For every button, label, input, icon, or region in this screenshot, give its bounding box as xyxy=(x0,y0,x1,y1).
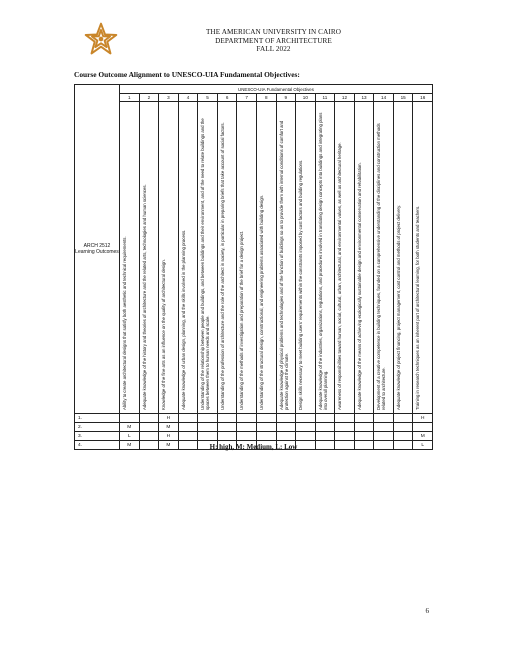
rating-cell xyxy=(256,423,276,432)
rating-cell: H xyxy=(159,432,179,441)
objective-cell xyxy=(374,102,394,414)
outcome-header xyxy=(75,85,120,414)
rating-cell xyxy=(276,414,296,423)
objective-text: Adequate knowledge of the means of achieving ecologically sustainable design and environmental conservation and rehabilitation. xyxy=(356,162,362,410)
rating-cell xyxy=(335,423,355,432)
rating-cell xyxy=(374,423,394,432)
column-number: 15 xyxy=(393,94,413,102)
objective-cell xyxy=(120,102,140,414)
rating-cell: M xyxy=(159,423,179,432)
rating-cell: L xyxy=(120,432,140,441)
legend: H: high, M: Medium, L: Low xyxy=(209,443,298,451)
rating-cell xyxy=(178,414,198,423)
table-row xyxy=(75,423,433,432)
rating-cell xyxy=(198,432,218,441)
rating-cell xyxy=(237,423,257,432)
objective-text: Understanding of the structural design, constructional, and engineering problems associated with building design. xyxy=(258,194,264,410)
rating-cell xyxy=(276,423,296,432)
rating-cell xyxy=(335,432,355,441)
rating-cell xyxy=(315,414,335,423)
objective-cell xyxy=(315,102,335,414)
rating-cell xyxy=(374,414,394,423)
table-row xyxy=(75,432,433,441)
objective-text-row xyxy=(75,102,433,414)
objective-cell xyxy=(335,102,355,414)
outcome-number: 2. xyxy=(75,423,120,432)
objective-text: Adequate knowledge of the history and theories of architecture and the related arts, technologies and human sciences. xyxy=(141,184,147,410)
document-header xyxy=(160,28,387,54)
column-number: 10 xyxy=(296,94,316,102)
objective-cell xyxy=(139,102,159,414)
objective-cell xyxy=(217,102,237,414)
rating-cell xyxy=(354,423,374,432)
objective-text: Understanding of the relationship between people and buildings, and between buildings and their environment, and of the need to relate buildings and the spaces between them to human needs and scale. xyxy=(200,118,211,410)
column-number: 9 xyxy=(276,94,296,102)
rating-cell: M xyxy=(413,432,433,441)
rating-cell xyxy=(296,432,316,441)
objective-text: Adequate knowledge of urban design, planning, and the skills involved in the planning process. xyxy=(180,229,186,410)
objective-text: Training in research techniques as an inherent part of architectural learning, for both students and teachers. xyxy=(415,205,421,410)
objective-text: Awareness of responsibilities toward human, social, cultural, urban, architectural, and environmental values, as well as architectural heritage. xyxy=(337,142,343,410)
rating-cell xyxy=(374,432,394,441)
rating-cell xyxy=(139,414,159,423)
column-number: 12 xyxy=(335,94,355,102)
rating-cell: L xyxy=(413,441,433,450)
column-number: 14 xyxy=(374,94,394,102)
rating-cell xyxy=(237,414,257,423)
objective-text: Development of a creative competence in building techniques, founded on a comprehensive understanding of the disciplines and construction methods related to architecture. xyxy=(376,123,387,410)
rating-cell xyxy=(276,432,296,441)
rating-cell xyxy=(256,432,276,441)
rating-cell xyxy=(413,423,433,432)
objective-text: Ability to create architectural designs that satisfy both aesthetic and technical requirements. xyxy=(122,236,127,410)
column-number: 6 xyxy=(217,94,237,102)
rating-cell xyxy=(354,432,374,441)
objective-cell xyxy=(354,102,374,414)
objective-text: Design skills necessary to meet building users' requirements within the constraints imposed by cost factors and building regulations. xyxy=(298,159,304,410)
rating-cell: H xyxy=(413,414,433,423)
objective-cell xyxy=(413,102,433,414)
rating-cell xyxy=(217,432,237,441)
outcome-number: 3. xyxy=(75,432,120,441)
rating-cell xyxy=(120,414,140,423)
objective-text: Adequate knowledge of project financing, project management, cost control and methods of project delivery. xyxy=(395,204,401,410)
rating-cell xyxy=(217,414,237,423)
rating-cell xyxy=(198,414,218,423)
rating-cell: M xyxy=(159,441,179,450)
objective-text: Adequate knowledge of the industries, organizations, regulations, and procedures involved in translating design concepts into buildings and integrating plans into overall planning. xyxy=(317,112,328,410)
rating-cell xyxy=(198,423,218,432)
rating-cell xyxy=(178,432,198,441)
alignment-table xyxy=(74,84,433,450)
objective-cell xyxy=(276,102,296,414)
objective-cell xyxy=(296,102,316,414)
column-number: 13 xyxy=(354,94,374,102)
column-number: 4 xyxy=(178,94,198,102)
university-name: THE AMERICAN UNIVERSITY IN CAIRO xyxy=(205,28,342,36)
rating-cell xyxy=(217,423,237,432)
rating-cell xyxy=(393,432,413,441)
column-number: 7 xyxy=(237,94,257,102)
objective-cell xyxy=(393,102,413,414)
objective-text: Understanding of the methods of investigation and preparation of the brief for a design project. xyxy=(239,230,245,410)
column-number: 3 xyxy=(159,94,179,102)
outcome-number: 1. xyxy=(75,414,120,423)
objective-text: Knowledge of the fine arts as an influence on the quality of architectural design. xyxy=(161,259,167,410)
university-logo xyxy=(83,21,119,57)
column-number-row xyxy=(75,94,433,102)
rating-cell xyxy=(335,414,355,423)
column-number: 2 xyxy=(139,94,159,102)
objective-cell xyxy=(159,102,179,414)
rating-cell xyxy=(139,423,159,432)
rating-cell xyxy=(139,432,159,441)
rating-cell xyxy=(354,414,374,423)
objective-text: Understanding of the profession of architecture and the role of the architect in society, in particular in preparing briefs that take account of social factors. xyxy=(219,122,225,410)
column-number: 8 xyxy=(256,94,276,102)
page-number: 6 xyxy=(425,607,429,615)
objective-text: Adequate knowledge of physical problems and technologies and of the function of buildings so as to provide them with internal conditions of comfort and protection against the climate. xyxy=(278,120,289,410)
column-number: 16 xyxy=(413,94,433,102)
objective-cell xyxy=(198,102,218,414)
rating-cell xyxy=(296,423,316,432)
objective-cell xyxy=(237,102,257,414)
column-number: 1 xyxy=(120,94,140,102)
rating-cell xyxy=(393,414,413,423)
rating-cell xyxy=(237,432,257,441)
rating-cell: H xyxy=(159,414,179,423)
objective-cell xyxy=(178,102,198,414)
table-row xyxy=(75,414,433,423)
column-number: 11 xyxy=(315,94,335,102)
rating-cell: M xyxy=(120,441,140,450)
section-title: Course Outcome Alignment to UNESCO-UIA Fundamental Objectives: xyxy=(74,70,300,79)
objectives-header: UNESCO-UIA Fundamental Objectives xyxy=(120,85,433,94)
rating-cell xyxy=(393,423,413,432)
rating-cell xyxy=(296,414,316,423)
objective-cell xyxy=(256,102,276,414)
rating-cell xyxy=(315,423,335,432)
semester: FALL 2022 xyxy=(256,45,291,54)
rating-cell xyxy=(256,414,276,423)
rating-cell xyxy=(315,432,335,441)
department-name: DEPARTMENT OF ARCHITECTURE xyxy=(215,36,332,45)
column-number: 5 xyxy=(198,94,218,102)
rating-cell: M xyxy=(120,423,140,432)
outcome-number: 4. xyxy=(75,441,120,450)
outcome-header-label: ARCH 2512 Learning Outcomes xyxy=(75,242,119,255)
rating-cell xyxy=(178,423,198,432)
